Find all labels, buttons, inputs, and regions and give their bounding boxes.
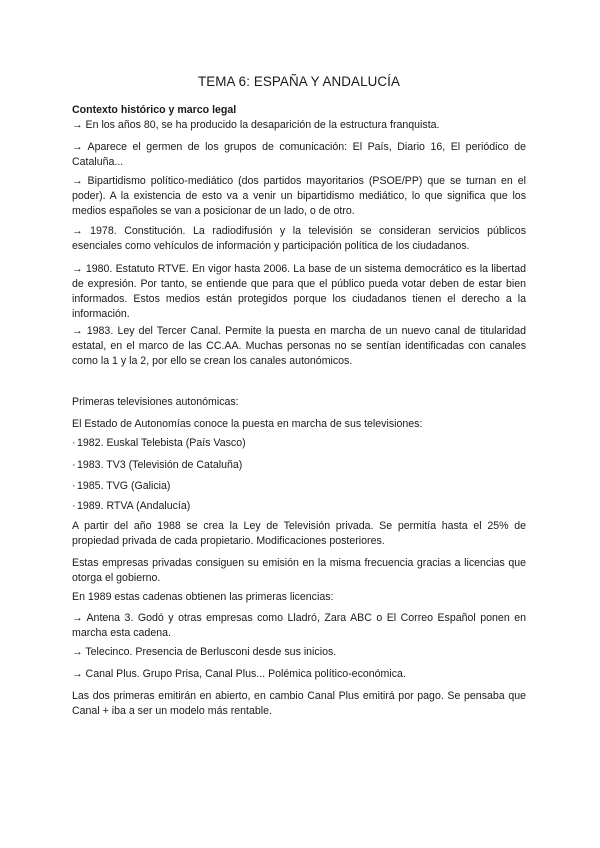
page-title: TEMA 6: ESPAÑA Y ANDALUCÍA <box>197 74 401 89</box>
paragraph-bipartidismo: → Bipartidismo político-mediático (dos partidos mayoritarios (PSOE/PP) que se turnan en el poder). A la existencia de esto va a venir un bipartidismo mediático, lo que significa que los medios españoles se van a posicionar de un lado, o de otro. <box>72 175 526 217</box>
paragraph-ley-privada: A partir del año 1988 se crea la Ley de Televisión privada. Se permitía hasta el 25% de propiedad privada de cada propietario. Modificaciones posteriores. <box>72 520 526 547</box>
list-item: ·1983. TV3 (Televisión de Cataluña) <box>72 459 243 471</box>
paragraph-antena3: → Antena 3. Godó y otras empresas como Lladró, Zara ABC o El Correo Español ponen en marcha esta cadena. <box>72 612 526 639</box>
paragraph-canal-plus: → Canal Plus. Grupo Prisa, Canal Plus... Polémica político-económica. <box>72 668 406 680</box>
section-heading: Contexto histórico y marco legal <box>72 104 237 116</box>
paragraph-grupos: → Aparece el germen de los grupos de comunicación: El País, Diario 16, El periódico de Cataluña... <box>72 141 526 168</box>
paragraph-constitucion: → 1978. Constitución. La radiodifusión y la televisión se consideran servicios públicos esenciales como vehículos de información y participación política de los ciudadanos. <box>72 225 526 252</box>
autonomic-heading: Primeras televisiones autonómicas: <box>72 396 239 408</box>
paragraph-licencias: Estas empresas privadas consiguen su emisión en la misma frecuencia gracias a licencias que otorga el gobierno. <box>72 557 526 584</box>
paragraph-estatuto-rtve: → 1980. Estatuto RTVE. En vigor hasta 2006. La base de un sistema democrático es la libertad de expresión. Por tanto, se entiende que para que el público pueda votar deben de estar bien informados. Estos medios están protegidos porque los ciudadanos tienen el derecho a la información. <box>72 263 526 320</box>
paragraph-conclusion: Las dos primeras emitirán en abierto, en cambio Canal Plus emitirá por pago. Se pensaba que Canal + iba a ser un modelo más rentable. <box>72 690 526 717</box>
list-item: ·1989. RTVA (Andalucía) <box>72 500 191 512</box>
autonomic-intro: El Estado de Autonomías conoce la puesta en marcha de sus televisiones: <box>72 418 423 430</box>
paragraph-tercer-canal: → 1983. Ley del Tercer Canal. Permite la puesta en marcha de un nuevo canal de titularidad estatal, en el marco de las CC.AA. Muchas personas no se sentían identificadas con canales como la 1 y la 2, por ello se crean los canales autonómicos. <box>72 325 526 367</box>
list-item: ·1982. Euskal Telebista (País Vasco) <box>72 437 246 449</box>
paragraph-1989: En 1989 estas cadenas obtienen las primeras licencias: <box>72 591 334 603</box>
paragraph-estructura: → En los años 80, se ha producido la desaparición de la estructura franquista. <box>72 119 440 131</box>
paragraph-telecinco: → Telecinco. Presencia de Berlusconi desde sus inicios. <box>72 646 337 658</box>
list-item: ·1985. TVG (Galicia) <box>72 480 171 492</box>
